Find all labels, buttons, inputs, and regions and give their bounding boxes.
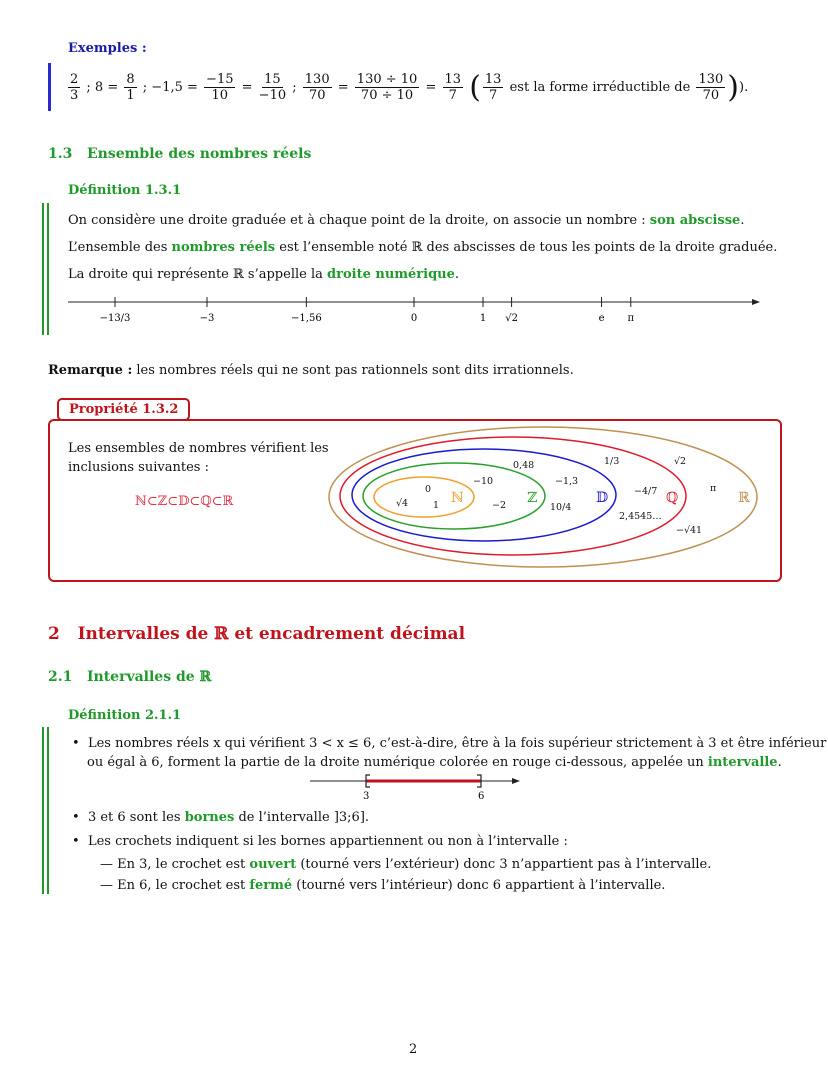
section-2-1-heading: 2.1 Intervalles de ℝ: [48, 669, 212, 685]
set-r-ellipse: [329, 427, 757, 567]
property-text-2: inclusions suivantes :: [68, 460, 209, 475]
bullet-2: • 3 et 6 sont les bornes de l’intervalle ]3;6].: [72, 810, 370, 825]
element: −2: [492, 500, 507, 511]
set-n-label: ℕ: [451, 490, 464, 506]
remark: Remarque : les nombres réels qui ne sont pas rationnels sont dits irrationnels.: [48, 363, 574, 378]
property-text-1: Les ensembles de nombres vérifient les: [68, 441, 329, 456]
definition-line-3: La droite qui représente ℝ s’appelle la droite numérique.: [68, 267, 460, 282]
section-2-heading: 2 Intervalles de ℝ et encadrement décimal: [48, 624, 466, 644]
definition-bar: [47, 727, 49, 894]
dash-1: — En 3, le crochet est ouvert (tourné vers l’extérieur) donc 3 n’appartient pas à l’intervalle.: [100, 857, 712, 872]
section-1-3-heading: 1.3 Ensemble des nombres réels: [48, 146, 312, 162]
inclusion-chain: ℕ⊂ℤ⊂𝔻⊂ℚ⊂ℝ: [135, 494, 234, 509]
element: −1,3: [555, 476, 579, 487]
examples-title: Exemples :: [68, 41, 147, 56]
set-q-label: ℚ: [666, 490, 679, 506]
set-d-label: 𝔻: [596, 490, 609, 506]
bullet-3: • Les crochets indiquent si les bornes appartiennent ou non à l’intervalle :: [72, 834, 568, 849]
tick-label: −3: [199, 313, 215, 324]
element: π: [710, 483, 717, 494]
set-z-label: ℤ: [527, 490, 538, 506]
tick-label: π: [627, 313, 635, 324]
dash-2: — En 6, le crochet est fermé (tourné vers l’intérieur) donc 6 appartient à l’intervalle.: [100, 878, 666, 893]
element: 0,48: [513, 460, 535, 471]
element: 1/3: [604, 456, 620, 467]
interval-line: [300, 773, 530, 803]
tick-label: −13/3: [99, 313, 131, 324]
element: 1: [433, 500, 440, 511]
tick-label: 0: [410, 313, 418, 324]
definition-line-2: L’ensemble des nombres réels est l’ensemble noté ℝ des abscisses de tous les points de la droite graduée.: [68, 240, 778, 255]
examples-math: $\frac{2}{3}$ ; 8 = $\frac{8}{1}$ ; −1,5 = $\frac{-15}{10}$ = $\frac{15}{-10}$ ; $\frac{130}{70}$ = $\frac{130 \div 10}{70 \div 10}$ = $\frac{13}{7}$ ( $\frac{13}{7}$ est la forme irréductible de $\frac{130}{70}$ )).: [70, 70, 749, 105]
tick-label: −1,56: [291, 313, 322, 324]
definition-1-3-1-title: Définition 1.3.1: [68, 183, 182, 198]
element: −10: [473, 476, 494, 487]
definition-2-1-1-title: Définition 2.1.1: [68, 708, 182, 723]
element: −√41: [676, 525, 703, 536]
tick-label-3: 3: [363, 791, 370, 802]
element: −4/7: [634, 486, 658, 497]
element: 2,4545…: [619, 511, 662, 522]
bullet-1: • Les nombres réels x qui vérifient 3 < x ≤ 6, c’est-à-dire, être à la fois supérieur strictement à 3 et être inférieur: [72, 736, 827, 751]
tick-label: 1: [479, 313, 487, 324]
element: √4: [396, 498, 409, 509]
element: √2: [674, 456, 687, 467]
property-1-3-2-title: Propriété 1.3.2: [57, 398, 190, 421]
tick-label: √2: [505, 313, 518, 324]
definition-bar: [42, 727, 44, 894]
definition-line-1: On considère une droite graduée et à chaque point de la droite, on associe un nombre : son abscisse.: [68, 213, 745, 228]
tick-label-6: 6: [478, 791, 485, 802]
tick-label: e: [598, 313, 605, 324]
element: 0: [425, 484, 432, 495]
bullet-1-cont: ou égal à 6, forment la partie de la droite numérique colorée en rouge ci-dessous, appelée un intervalle.: [87, 755, 782, 770]
set-r-label: ℝ: [738, 490, 750, 506]
element: 10/4: [550, 502, 572, 513]
page-number: 2: [409, 1042, 418, 1057]
